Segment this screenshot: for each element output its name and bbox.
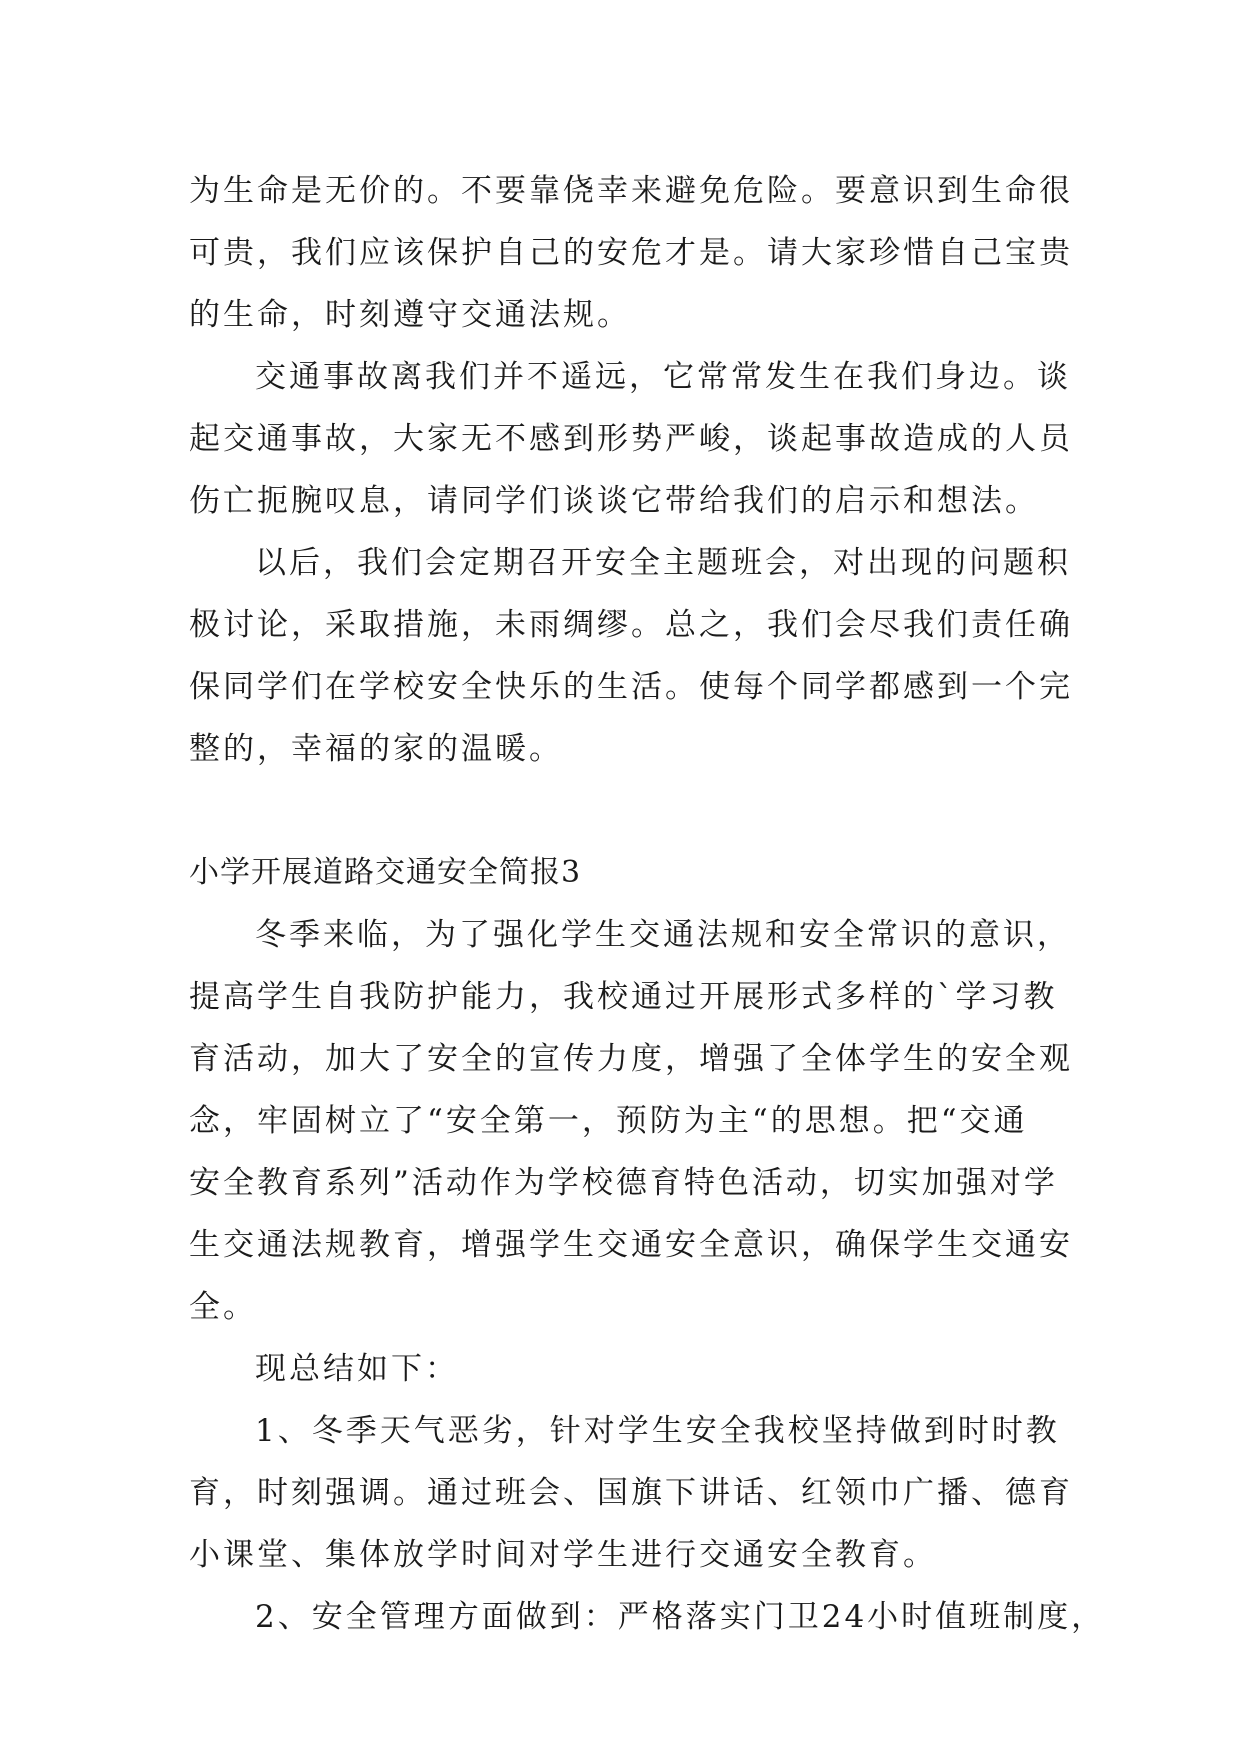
text-line: 伤亡扼腕叹息，请同学们谈谈它带给我们的启示和想法。: [189, 483, 1039, 519]
section-spacer: [189, 780, 1049, 842]
text-line: 育，时刻强调。通过班会、国旗下讲话、红领巾广播、德育: [189, 1475, 1073, 1511]
text-line: 1、冬季天气恶劣，针对学生安全我校坚持做到时时教: [255, 1413, 1060, 1449]
paragraph-continuation: [189, 160, 1073, 346]
paragraph-future-plans: [189, 532, 1073, 780]
document-body: [189, 160, 1106, 1648]
text-line: 小课堂、集体放学时间对学生进行交通安全教育。: [189, 1537, 937, 1573]
text-line: 的生命，时刻遵守交通法规。: [189, 297, 631, 333]
text-line: 育活动，加大了安全的宣传力度，增强了全体学生的安全观: [189, 1041, 1073, 1077]
text-line: 念，牢固树立了“安全第一，预防为主“的思想。把“交通: [189, 1103, 1028, 1139]
text-line: 以后，我们会定期召开安全主题班会，对出现的问题积: [255, 545, 1071, 581]
text-line: 全。: [189, 1289, 257, 1325]
text-line: 交通事故离我们并不遥远，它常常发生在我们身边。谈: [255, 359, 1071, 395]
paragraph-winter-intro: [189, 904, 1073, 1338]
text-line: 冬季来临，为了强化学生交通法规和安全常识的意识，: [255, 917, 1071, 953]
text-line: 保同学们在学校安全快乐的生活。使每个同学都感到一个完: [189, 669, 1073, 705]
text-line: 极讨论，采取措施，未雨绸缪。总之，我们会尽我们责任确: [189, 607, 1073, 643]
paragraph-summary-intro: [189, 1338, 1049, 1400]
text-line: 整的，幸福的家的温暖。: [189, 731, 563, 767]
paragraph-item-2: [189, 1586, 1106, 1648]
text-line: 安全教育系列”活动作为学校德育特色活动，切实加强对学: [189, 1165, 1058, 1201]
text-line: 起交通事故，大家无不感到形势严峻，谈起事故造成的人员: [189, 421, 1073, 457]
text-line: 生交通法规教育，增强学生交通安全意识，确保学生交通安: [189, 1227, 1073, 1263]
text-line: 可贵，我们应该保护自己的安危才是。请大家珍惜自己宝贵: [189, 235, 1073, 271]
paragraph-traffic-accidents: [189, 346, 1073, 532]
paragraph-item-1: [189, 1400, 1073, 1586]
text-line: 提高学生自我防护能力，我校通过开展形式多样的`学习教: [189, 979, 1058, 1015]
text-line: 2、安全管理方面做到：严格落实门卫24小时值班制度，: [255, 1599, 1106, 1635]
text-line: 为生命是无价的。不要靠侥幸来避免危险。要意识到生命很: [189, 173, 1073, 209]
text-line: 现总结如下：: [255, 1351, 459, 1387]
section-heading: 小学开展道路交通安全简报3: [189, 855, 582, 890]
